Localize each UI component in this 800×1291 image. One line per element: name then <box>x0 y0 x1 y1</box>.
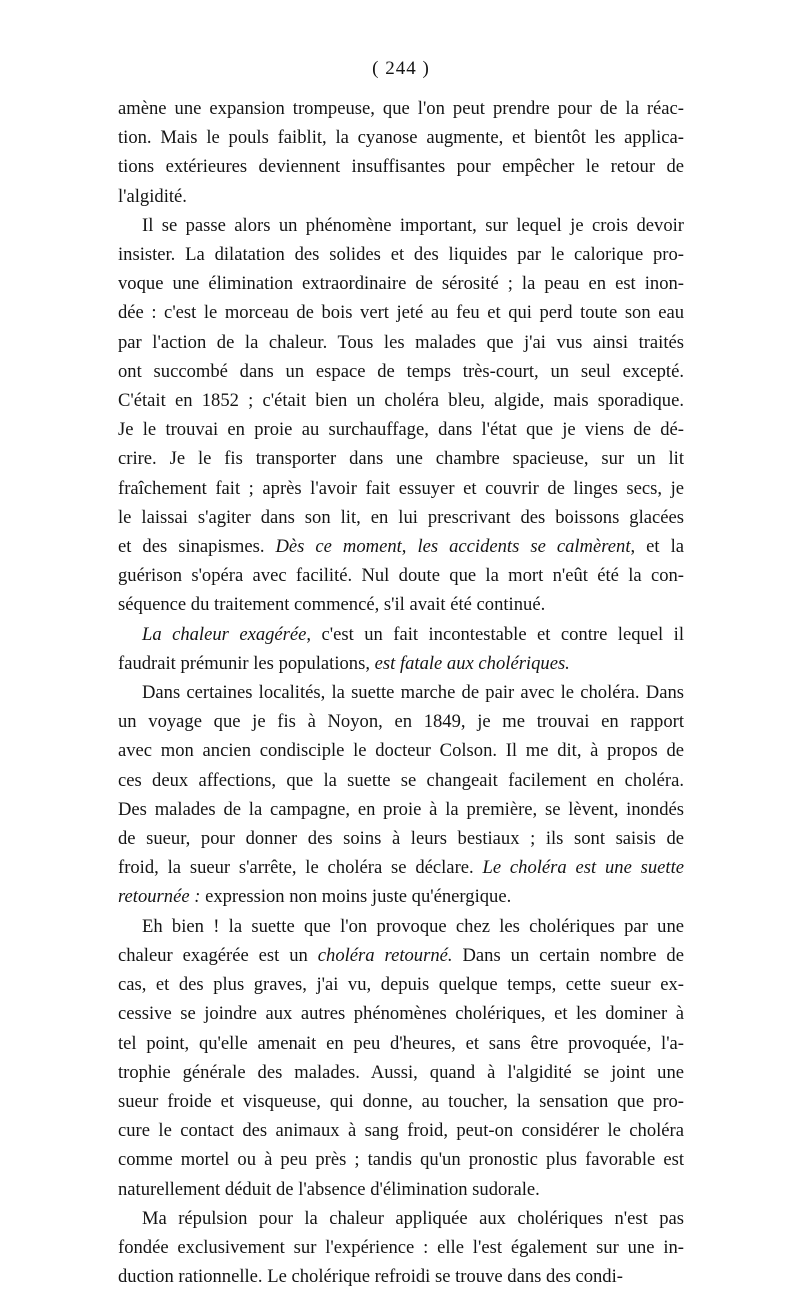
text-line: séquence du traitement commencé, s'il avait été continué. <box>118 594 546 616</box>
text-line: de sueur, pour donner des soins à leurs bestiaux ; ils sont saisis de <box>118 828 684 850</box>
text-line: Dans certaines localités, la suette marche de pair avec le choléra. Dans <box>142 682 684 704</box>
text-body <box>118 94 684 1291</box>
text-line: C'était en 1852 ; c'était bien un choléra bleu, algide, mais sporadique. <box>118 390 684 412</box>
text-line: cas, et des plus graves, j'ai vu, depuis quelque temps, cette sueur ex- <box>118 974 684 996</box>
text-line: fondée exclusivement sur l'expérience : elle l'est également sur une in- <box>118 1236 684 1258</box>
text-line: faudrait prémunir les populations, est fatale aux cholériques. <box>118 652 570 674</box>
text-line: ces deux affections, que la suette se changeait facilement en choléra. <box>118 769 684 791</box>
text-line: crire. Je le fis transporter dans une chambre spacieuse, sur un lit <box>118 448 684 470</box>
text-line: un voyage que je fis à Noyon, en 1849, je me trouvai en rapport <box>118 711 684 733</box>
text-line: l'algidité. <box>118 185 187 207</box>
paragraph <box>118 1204 684 1291</box>
paragraph <box>118 620 684 678</box>
text-line: duction rationnelle. Le cholérique refroidi se trouve dans des condi- <box>118 1266 623 1288</box>
text-line: Je le trouvai en proie au surchauffage, dans l'état que je viens de dé- <box>118 419 684 441</box>
paragraph <box>118 94 684 211</box>
text-line: retournée : expression non moins juste qu'énergique. <box>118 886 512 908</box>
text-line: comme mortel ou à peu près ; tandis qu'un pronostic plus favorable est <box>118 1149 684 1171</box>
text-line: insister. La dilatation des solides et des liquides par le calorique pro- <box>118 244 684 266</box>
text-line: tel point, qu'elle amenait en peu d'heures, et sans être provoquée, l'a- <box>118 1032 684 1054</box>
text-line: sueur froide et visqueuse, qui donne, au toucher, la sensation que pro- <box>118 1090 684 1112</box>
text-line: Il se passe alors un phénomène important, sur lequel je crois devoir <box>142 214 684 236</box>
text-line: Des malades de la campagne, en proie à la première, se lèvent, inondés <box>118 798 684 820</box>
text-line: tion. Mais le pouls faiblit, la cyanose augmente, et bientôt les applica- <box>118 127 684 149</box>
text-line: fraîchement fait ; après l'avoir fait essuyer et couvrir de linges secs, je <box>118 477 684 499</box>
text-line: amène une expansion trompeuse, que l'on peut prendre pour de la réac- <box>118 98 684 119</box>
text-line: et des sinapismes. Dès ce moment, les accidents se calmèrent, et la <box>118 536 684 558</box>
paragraph <box>118 912 684 1204</box>
book-page <box>118 58 684 1291</box>
text-line: naturellement déduit de l'absence d'élimination sudorale. <box>118 1178 540 1200</box>
text-line: chaleur exagérée est un choléra retourné. Dans un certain nombre de <box>118 944 684 966</box>
text-line: Ma répulsion pour la chaleur appliquée aux cholériques n'est pas <box>142 1207 684 1229</box>
text-line: cessive se joindre aux autres phénomènes cholériques, et les dominer à <box>118 1003 684 1025</box>
text-line: par l'action de la chaleur. Tous les malades que j'ai vus ainsi traités <box>118 331 684 353</box>
text-line: le laissai s'agiter dans son lit, en lui prescrivant des boissons glacées <box>118 506 684 528</box>
text-line: voque une élimination extraordinaire de sérosité ; la peau en est inon- <box>118 273 684 295</box>
text-line: guérison s'opéra avec facilité. Nul doute que la mort n'eût été la con- <box>118 565 684 587</box>
text-line: La chaleur exagérée, c'est un fait incontestable et contre lequel il <box>142 623 684 645</box>
text-line: dée : c'est le morceau de bois vert jeté au feu et qui perd toute son eau <box>118 302 684 324</box>
text-line: ont succombé dans un espace de temps très-court, un seul excepté. <box>118 360 684 382</box>
text-line: tions extérieures deviennent insuffisantes pour empêcher le retour de <box>118 156 684 178</box>
page-number: ( 244 ) <box>372 58 430 79</box>
text-line: avec mon ancien condisciple le docteur Colson. Il me dit, à propos de <box>118 740 684 762</box>
text-line: froid, la sueur s'arrête, le choléra se déclare. Le choléra est une suette <box>118 857 685 879</box>
paragraph <box>118 678 684 912</box>
text-line: Eh bien ! la suette que l'on provoque chez les cholériques par une <box>142 915 684 937</box>
text-line: trophie générale des malades. Aussi, quand à l'algidité se joint une <box>118 1061 684 1083</box>
paragraph <box>118 211 684 620</box>
text-line: cure le contact des animaux à sang froid, peut-on considérer le choléra <box>118 1120 684 1142</box>
